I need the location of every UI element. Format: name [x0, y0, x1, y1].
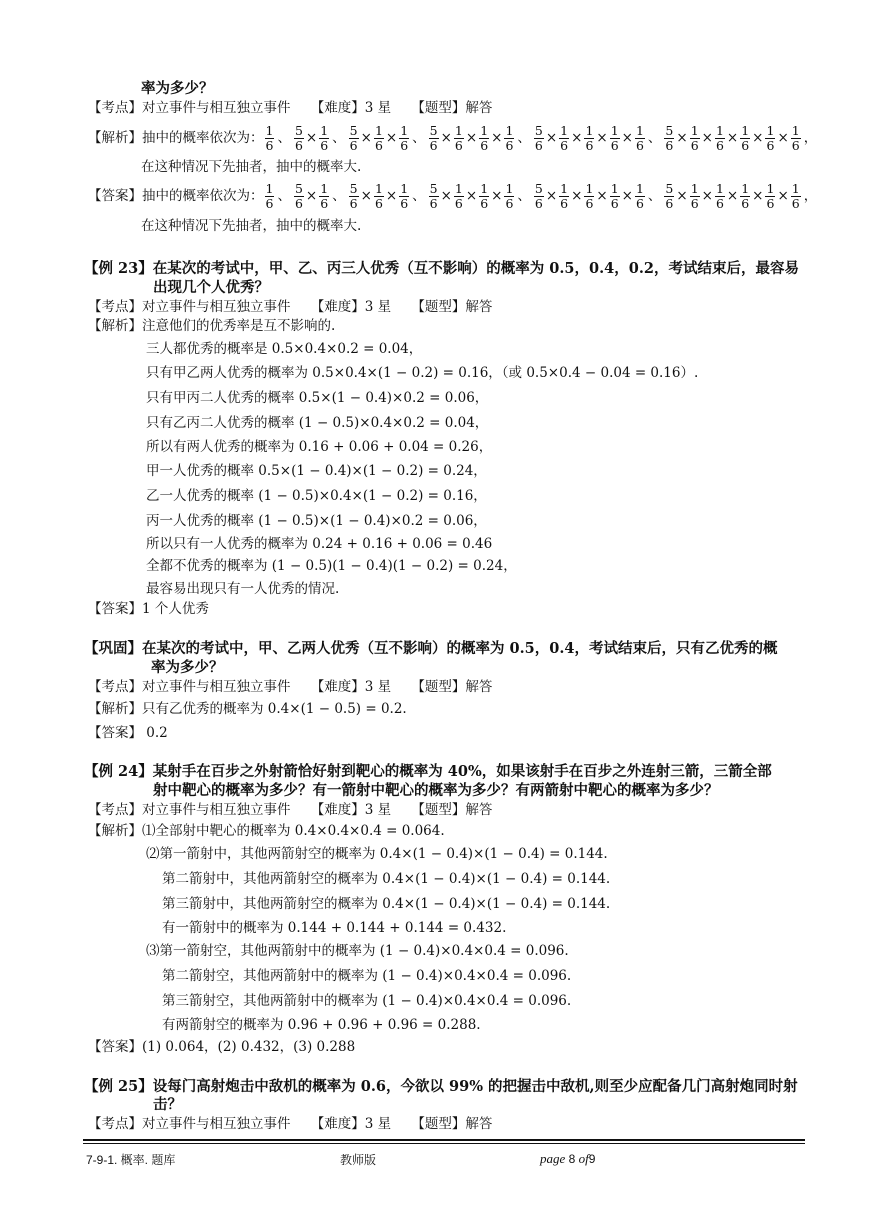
fraction: $\frac{5}{6}$: [294, 123, 303, 153]
fraction: $\frac{1}{6}$: [635, 123, 644, 153]
fraction: $\frac{5}{6}$: [665, 181, 674, 211]
fraction: $\frac{1}{6}$: [320, 181, 329, 211]
fraction: $\frac{1}{6}$: [320, 123, 329, 153]
fraction: $\frac{5}{6}$: [534, 123, 543, 153]
times-operator: ×: [701, 188, 713, 204]
ex23-line: 三人都优秀的概率是 0.5×0.4×0.2 = 0.04，: [146, 341, 423, 357]
prev-jiexi-fractions: [88, 120, 819, 156]
times-operator: ×: [545, 188, 558, 204]
fraction-term: [264, 120, 276, 156]
gonggu-answer: 【答案】 0.2: [88, 725, 168, 741]
times-operator: ×: [676, 188, 688, 204]
fraction: $\frac{1}{6}$: [560, 123, 569, 153]
fraction-term: [293, 178, 330, 214]
fraction: $\frac{5}{6}$: [349, 123, 358, 153]
ex25-kaodian: 【考点】对立事件与相互独立事件 【难度】3 星 【题型】解答: [88, 1116, 493, 1132]
fraction-term: [293, 120, 330, 156]
fraction: $\frac{1}{6}$: [400, 181, 409, 211]
times-operator: ×: [491, 130, 503, 146]
footer-rule-thin: [83, 1143, 805, 1144]
fraction: $\frac{1}{6}$: [400, 123, 409, 153]
times-operator: ×: [305, 188, 318, 204]
ex24-line: 【解析】⑴全部射中靶心的概率为 0.4×0.4×0.4 = 0.064.: [88, 823, 445, 839]
footer-rule-thick: [83, 1139, 805, 1141]
separator: 、: [412, 130, 426, 146]
ex24-title-cont: 射中靶心的概率为多少？有一箭射中靶心的概率为多少？有两箭射中靶心的概率为多少？: [153, 782, 719, 799]
fraction: $\frac{1}{6}$: [741, 123, 750, 153]
separator: ，: [803, 188, 818, 204]
fraction: $\frac{1}{6}$: [791, 123, 800, 153]
answer-lead: 【答案】抽中的概率依次为：: [88, 188, 264, 204]
gonggu-jiexi: 【解析】只有乙优秀的概率为 0.4×(1 − 0.5) = 0.2.: [88, 701, 407, 717]
footer-center: 教师版: [340, 1153, 377, 1167]
ex23-line: 【解析】注意他们的优秀率是互不影响的.: [88, 318, 336, 334]
separator: 、: [277, 188, 291, 204]
fraction: $\frac{1}{6}$: [585, 181, 594, 211]
footer-left: 7-9-1. 概率. 题库: [86, 1153, 176, 1167]
separator: 、: [517, 130, 531, 146]
times-operator: ×: [726, 188, 739, 204]
fraction: $\frac{1}{6}$: [505, 181, 514, 211]
footer-page-total: 9: [588, 1152, 596, 1166]
fraction: $\frac{1}{6}$: [690, 181, 699, 211]
fraction: $\frac{1}{6}$: [374, 181, 383, 211]
fraction: $\frac{1}{6}$: [265, 181, 274, 211]
ex23-kaodian: 【考点】对立事件与相互独立事件 【难度】3 星 【题型】解答: [88, 299, 493, 315]
fraction-term: [663, 120, 801, 156]
footer-page-current: 8: [568, 1152, 576, 1166]
fraction: $\frac{1}{6}$: [690, 123, 699, 153]
ex24-kaodian: 【考点】对立事件与相互独立事件 【难度】3 星 【题型】解答: [88, 802, 493, 818]
times-operator: ×: [752, 130, 764, 146]
ex23-line: 最容易出现只有一人优秀的情况.: [146, 581, 340, 597]
fraction: $\frac{5}{6}$: [349, 181, 358, 211]
ex23-line: 全都不优秀的概率为 (1 − 0.5)(1 − 0.4)(1 − 0.2) = 0.24，: [146, 558, 517, 574]
fraction-term: [428, 178, 516, 214]
times-operator: ×: [491, 188, 503, 204]
fraction-term: [428, 120, 516, 156]
fraction: $\frac{1}{6}$: [610, 123, 619, 153]
ex23-line: 只有乙丙二人优秀的概率 (1 − 0.5)×0.4×0.2 = 0.04，: [146, 415, 489, 431]
gonggu-title-cont: 率为多少？: [151, 659, 224, 676]
ex24-line: ⑶第一箭射空，其他两箭射中的概率为 (1 − 0.4)×0.4×0.4 = 0.096.: [146, 943, 569, 959]
fraction: $\frac{1}{6}$: [374, 123, 383, 153]
fraction-term: [348, 178, 410, 214]
fraction: $\frac{5}{6}$: [429, 181, 438, 211]
separator: 、: [647, 130, 662, 146]
ex23-title: 【例 23】在某次的考试中，甲、乙、丙三人优秀（互不影响）的概率为 0.5，0.4，0.2，考试结束后，最容易: [84, 260, 799, 277]
fraction-term: [264, 178, 276, 214]
ex25-title-cont: 击？: [153, 1096, 182, 1113]
separator: 、: [277, 130, 291, 146]
ex23-line: 只有甲乙两人优秀的概率为 0.5×0.4×(1 − 0.2) = 0.16，（或 0.5×0.4 − 0.04 = 0.16）.: [146, 365, 699, 381]
ex23-line: 甲一人优秀的概率 0.5×(1 − 0.4)×(1 − 0.2) = 0.24，: [146, 463, 487, 479]
prev-jiexi-end: 在这种情况下先抽者，抽中的概率大.: [141, 159, 362, 175]
prev-answer-fractions: [88, 178, 819, 214]
prev-answer-end: 在这种情况下先抽者，抽中的概率大.: [141, 218, 362, 234]
gonggu-kaodian: 【考点】对立事件与相互独立事件 【难度】3 星 【题型】解答: [88, 679, 493, 695]
fraction-term: [533, 120, 646, 156]
times-operator: ×: [596, 188, 608, 204]
separator: ，: [803, 130, 818, 146]
times-operator: ×: [596, 130, 608, 146]
ex23-line: 所以有两人优秀的概率为 0.16 + 0.06 + 0.04 = 0.26，: [146, 439, 493, 455]
ex23-line: 丙一人优秀的概率 (1 − 0.5)×(1 − 0.4)×0.2 = 0.06，: [146, 513, 487, 529]
fraction: $\frac{1}{6}$: [454, 181, 463, 211]
fraction-sequence: [264, 181, 820, 211]
fraction: $\frac{5}{6}$: [294, 181, 303, 211]
fraction: $\frac{1}{6}$: [715, 123, 724, 153]
fraction: $\frac{1}{6}$: [480, 181, 489, 211]
ex24-title: 【例 24】某射手在百步之外射箭恰好射到靶心的概率为 40%，如果该射手在百步之外连射三箭，三箭全部: [84, 763, 772, 780]
fraction-sequence: [264, 123, 820, 153]
ex24-line: 有两箭射空的概率为 0.96 + 0.96 + 0.96 = 0.288.: [162, 1017, 481, 1033]
ex23-line: 乙一人优秀的概率 (1 − 0.5)×0.4×(1 − 0.2) = 0.16，: [146, 488, 487, 504]
times-operator: ×: [360, 188, 372, 204]
fraction: $\frac{5}{6}$: [665, 123, 674, 153]
footer-page-number: [540, 1151, 595, 1167]
fraction: $\frac{1}{6}$: [635, 181, 644, 211]
fraction: $\frac{1}{6}$: [265, 123, 274, 153]
fraction: $\frac{1}{6}$: [766, 181, 775, 211]
fraction-term: [533, 178, 646, 214]
ex25-title: 【例 25】设每门高射炮击中敌机的概率为 0.6，今欲以 99% 的把握击中敌机,则至少应配备几门高射炮同时射: [84, 1078, 798, 1095]
times-operator: ×: [777, 130, 789, 146]
fraction: $\frac{1}{6}$: [480, 123, 489, 153]
times-operator: ×: [385, 130, 398, 146]
times-operator: ×: [465, 188, 478, 204]
times-operator: ×: [440, 188, 452, 204]
ex23-title-cont: 出现几个人优秀？: [153, 279, 269, 296]
jiexi-lead: 【解析】抽中的概率依次为：: [88, 130, 264, 146]
times-operator: ×: [726, 130, 739, 146]
times-operator: ×: [777, 188, 789, 204]
fraction: $\frac{5}{6}$: [429, 123, 438, 153]
ex24-line: ⑵第一箭射中，其他两箭射空的概率为 0.4×(1 − 0.4)×(1 − 0.4) = 0.144.: [146, 846, 608, 862]
separator: 、: [647, 188, 662, 204]
fraction: $\frac{1}{6}$: [766, 123, 775, 153]
ex23-answer: 【答案】1 个人优秀: [88, 601, 209, 617]
ex24-line: 有一箭射中的概率为 0.144 + 0.144 + 0.144 = 0.432.: [162, 920, 507, 936]
times-operator: ×: [621, 130, 633, 146]
times-operator: ×: [305, 130, 318, 146]
separator: 、: [517, 188, 531, 204]
prev-question-tail: 率为多少？: [141, 80, 214, 97]
ex24-line: 第三箭射空，其他两箭射中的概率为 (1 − 0.4)×0.4×0.4 = 0.096.: [162, 993, 572, 1009]
fraction: $\frac{1}{6}$: [791, 181, 800, 211]
prev-kaodian: 【考点】对立事件与相互独立事件 【难度】3 星 【题型】解答: [88, 100, 493, 116]
fraction: $\frac{1}{6}$: [715, 181, 724, 211]
footer-of-word: of: [578, 1151, 589, 1166]
times-operator: ×: [621, 188, 633, 204]
fraction-term: [348, 120, 410, 156]
separator: 、: [332, 130, 346, 146]
times-operator: ×: [752, 188, 764, 204]
ex24-line: 第二箭射中，其他两箭射空的概率为 0.4×(1 − 0.4)×(1 − 0.4) = 0.144.: [162, 871, 611, 887]
ex24-line: 第三箭射中，其他两箭射空的概率为 0.4×(1 − 0.4)×(1 − 0.4) = 0.144.: [162, 896, 611, 912]
times-operator: ×: [545, 130, 558, 146]
times-operator: ×: [571, 188, 583, 204]
separator: 、: [412, 188, 426, 204]
times-operator: ×: [440, 130, 452, 146]
fraction: $\frac{1}{6}$: [560, 181, 569, 211]
footer-page-word: page: [540, 1151, 566, 1166]
fraction: $\frac{5}{6}$: [534, 181, 543, 211]
times-operator: ×: [465, 130, 478, 146]
times-operator: ×: [571, 130, 583, 146]
separator: 、: [332, 188, 346, 204]
times-operator: ×: [676, 130, 688, 146]
fraction-term: [663, 178, 801, 214]
ex23-line: 所以只有一人优秀的概率为 0.24 + 0.16 + 0.06 = 0.46: [146, 536, 493, 552]
times-operator: ×: [385, 188, 398, 204]
fraction: $\frac{1}{6}$: [505, 123, 514, 153]
fraction: $\frac{1}{6}$: [585, 123, 594, 153]
ex23-line: 只有甲丙二人优秀的概率 0.5×(1 − 0.4)×0.2 = 0.06，: [146, 390, 489, 406]
fraction: $\frac{1}{6}$: [741, 181, 750, 211]
ex24-line: 第二箭射空，其他两箭射中的概率为 (1 − 0.4)×0.4×0.4 = 0.096.: [162, 968, 572, 984]
gonggu-title: 【巩固】在某次的考试中，甲、乙两人优秀（互不影响）的概率为 0.5，0.4，考试结束后，只有乙优秀的概: [84, 640, 778, 657]
times-operator: ×: [701, 130, 713, 146]
times-operator: ×: [360, 130, 372, 146]
ex24-answer: 【答案】(1) 0.064，(2) 0.432，(3) 0.288: [88, 1039, 356, 1055]
fraction: $\frac{1}{6}$: [454, 123, 463, 153]
fraction: $\frac{1}{6}$: [610, 181, 619, 211]
